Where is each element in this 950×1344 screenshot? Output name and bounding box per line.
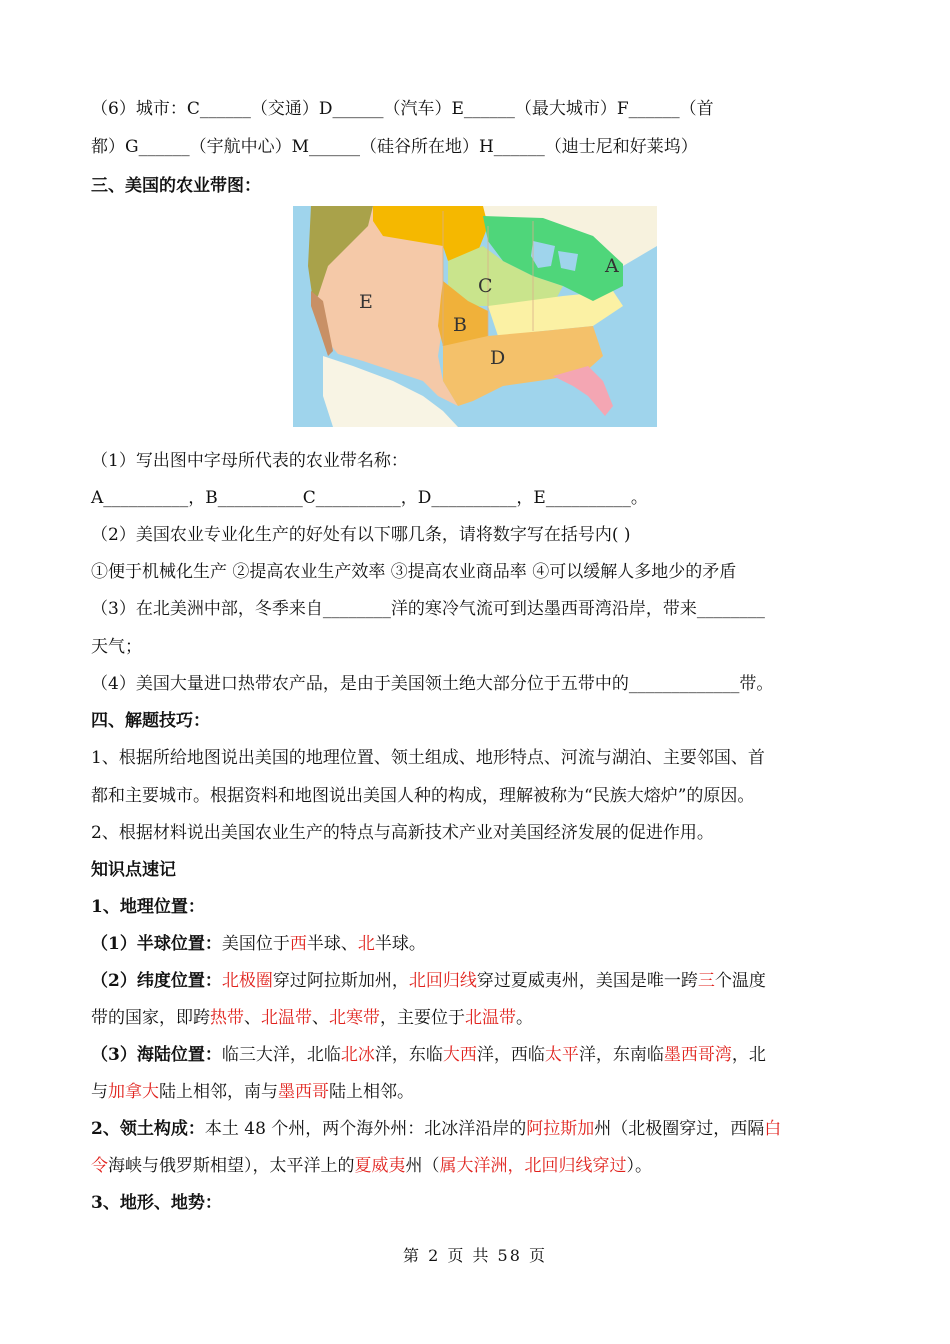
map-label-e: E — [359, 291, 373, 313]
territory-line-1: 2、领土构成：本土 48 个州，两个海外州：北冰洋沿岸的阿拉斯加州（北极圈穿过，西隔白 — [91, 1119, 782, 1139]
territory-line-2: 令海峡与俄罗斯相望），太平洋上的夏威夷州（属大洋洲，北回归线穿过）。 — [91, 1156, 652, 1176]
sea-land-line-2: 与加拿大陆上相邻，南与墨西哥陆上相邻。 — [91, 1082, 414, 1102]
q2: （2）美国农业专业化生产的好处有以下哪几条，请将数字写在括号内( ) — [91, 525, 631, 545]
tip1-line-2: 都和主要城市。根据资料和地图说出美国人种的构成，理解被称为“民族大熔炉”的原因。 — [91, 786, 755, 806]
terrain-heading: 3、地形、地势： — [91, 1193, 222, 1213]
hemisphere-line: （1）半球位置：美国位于西半球、北半球。 — [91, 934, 426, 954]
map-label-d: D — [490, 347, 506, 369]
q3-line-1: （3）在北美洲中部，冬季来自________洋的寒冷气流可到达墨西哥湾沿岸，带来________ — [91, 599, 765, 619]
q1: （1）写出图中字母所代表的农业带名称： — [91, 451, 408, 471]
q1-blanks: A__________，B__________C__________，D__________，E__________。 — [91, 488, 648, 508]
knowledge-heading: 知识点速记 — [91, 860, 176, 880]
section3-heading: 三、美国的农业带图： — [91, 176, 261, 196]
map-label-a: A — [605, 255, 619, 277]
q2-options: ①便于机械化生产 ②提高农业生产效率 ③提高农业商品率 ④可以缓解人多地少的矛盾 — [91, 562, 737, 582]
tip2: 2、根据材料说出美国农业生产的特点与高新技术产业对美国经济发展的促进作用。 — [91, 823, 714, 843]
geo-position-heading: 1、地理位置： — [91, 897, 205, 917]
q3-line-2: 天气； — [91, 637, 142, 657]
page-footer: 第 2 页 共 58 页 — [403, 1246, 547, 1265]
q4: （4）美国大量进口热带农产品，是由于美国领土绝大部分位于五带中的_____________带。 — [91, 674, 774, 694]
cities-line-2: 都）G______（宇航中心）M______（硅谷所在地）H______（迪士尼和好莱坞） — [91, 137, 698, 157]
tip1-line-1: 1、根据所给地图说出美国的地理位置、领土组成、地形特点、河流与湖泊、主要邻国、首 — [91, 748, 765, 768]
sea-land-line-1: （3）海陆位置：临三大洋，北临北冰洋，东临大西洋，西临太平洋，东南临墨西哥湾，北 — [91, 1045, 766, 1065]
map-label-c: C — [478, 275, 493, 297]
us-agriculture-belt-map — [293, 206, 657, 427]
section4-heading: 四、解题技巧： — [91, 711, 210, 731]
map-label-b: B — [453, 314, 467, 336]
latitude-line-1: （2）纬度位置：北极圈穿过阿拉斯加州，北回归线穿过夏威夷州，美国是唯一跨三个温度 — [91, 971, 766, 991]
cities-line-1: （6）城市：C______（交通）D______（汽车）E______（最大城市）F______（首 — [91, 99, 714, 119]
latitude-line-2: 带的国家，即跨热带、北温带、北寒带，主要位于北温带。 — [91, 1008, 533, 1028]
